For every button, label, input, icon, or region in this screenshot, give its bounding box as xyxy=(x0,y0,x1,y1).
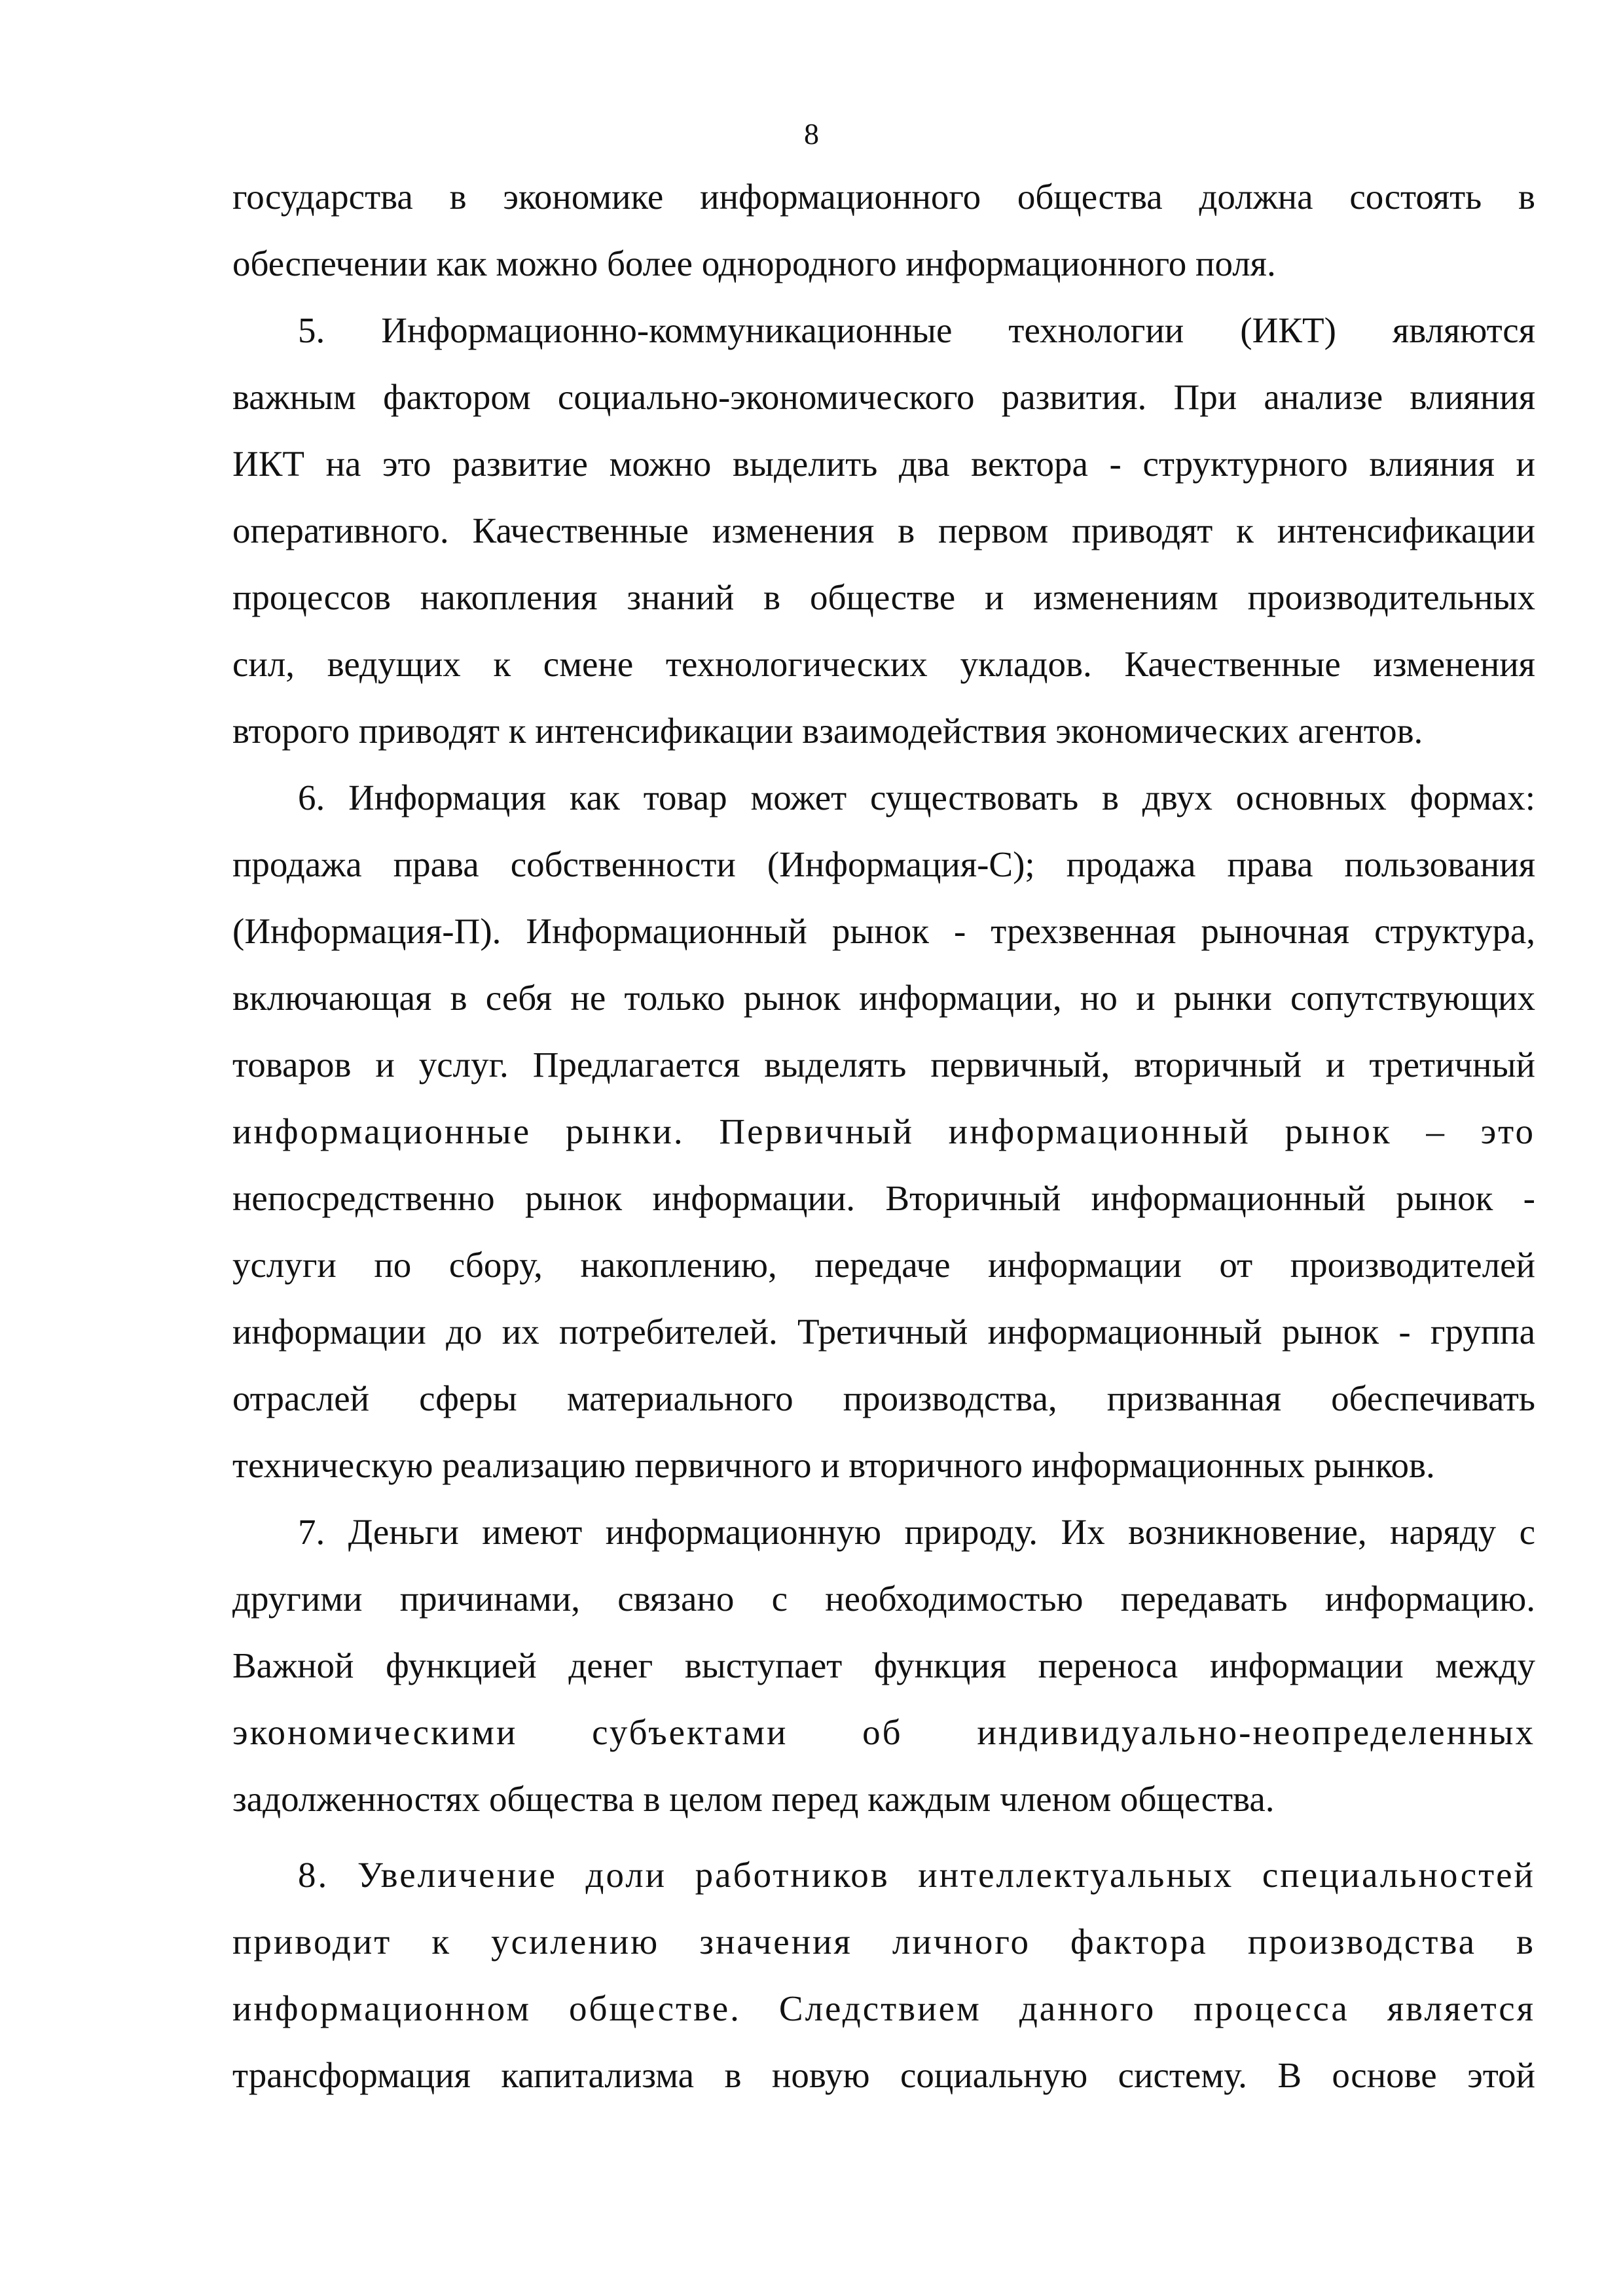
paragraph-item-6 xyxy=(232,764,1535,1499)
text-line: другими причинами, связано с необходимостью передавать информацию. xyxy=(232,1579,1535,1619)
text-line: техническую реализацию первичного и вторичного информационных рынков. xyxy=(232,1445,1435,1485)
body-text xyxy=(232,164,1535,2109)
text-line: Важной функцией денег выступает функция переноса информации между xyxy=(232,1645,1535,1685)
text-line: процессов накопления знаний в обществе и изменениям производительных xyxy=(232,577,1535,617)
text-line: трансформация капитализма в новую социальную систему. В основе этой xyxy=(232,2055,1535,2095)
text-line: обеспечении как можно более однородного информационного поля. xyxy=(232,243,1276,283)
text-line: продажа права собственности (Информация-С); продажа права пользования xyxy=(232,844,1535,884)
text-line: 5. Информационно-коммуникационные технологии (ИКТ) являются xyxy=(298,310,1535,350)
text-line: информационные рынки. Первичный информационный рынок – это xyxy=(232,1111,1535,1151)
text-line: сил, ведущих к смене технологических укладов. Качественные изменения xyxy=(232,644,1535,684)
text-line: 8. Увеличение доли работников интеллектуальных специальностей xyxy=(298,1855,1535,1895)
paragraph-item-7 xyxy=(232,1499,1535,1833)
text-line: экономическими субъектами об индивидуально-неопределенных xyxy=(232,1712,1535,1752)
text-line: 6. Информация как товар может существовать в двух основных формах: xyxy=(298,778,1535,817)
text-line: информационном обществе. Следствием данного процесса является xyxy=(232,1988,1535,2028)
text-line: услуги по сбору, накоплению, передаче информации от производителей xyxy=(232,1245,1535,1285)
text-line: 7. Деньги имеют информационную природу. Их возникновение, наряду с xyxy=(298,1512,1535,1552)
text-line: (Информация-П). Информационный рынок - трехзвенная рыночная структура, xyxy=(232,911,1535,951)
text-line: важным фактором социально-экономического развития. При анализе влияния xyxy=(232,377,1535,417)
text-line: второго приводят к интенсификации взаимодействия экономических агентов. xyxy=(232,711,1423,751)
text-line: ИКТ на это развитие можно выделить два вектора - структурного влияния и xyxy=(232,444,1535,484)
text-line: приводит к усилению значения личного фактора производства в xyxy=(232,1922,1535,1962)
text-line: информации до их потребителей. Третичный информационный рынок - группа xyxy=(232,1312,1535,1352)
text-line: государства в экономике информационного общества должна состоять в xyxy=(232,177,1535,217)
text-line: включающая в себя не только рынок информации, но и рынки сопутствующих xyxy=(232,978,1535,1018)
text-line: оперативного. Качественные изменения в первом приводят к интенсификации xyxy=(232,511,1535,550)
text-line: непосредственно рынок информации. Вторичный информационный рынок - xyxy=(232,1178,1535,1218)
paragraph-continuation xyxy=(232,164,1535,297)
paragraph-item-5 xyxy=(232,297,1535,764)
text-line: товаров и услуг. Предлагается выделять первичный, вторичный и третичный xyxy=(232,1045,1535,1085)
page-number: 8 xyxy=(804,117,819,151)
text-line: отраслей сферы материального производства, призванная обеспечивать xyxy=(232,1378,1535,1418)
paragraph-item-8 xyxy=(232,1842,1535,2109)
text-line: задолженностях общества в целом перед каждым членом общества. xyxy=(232,1779,1275,1819)
paragraph-gap xyxy=(232,1833,1535,1842)
